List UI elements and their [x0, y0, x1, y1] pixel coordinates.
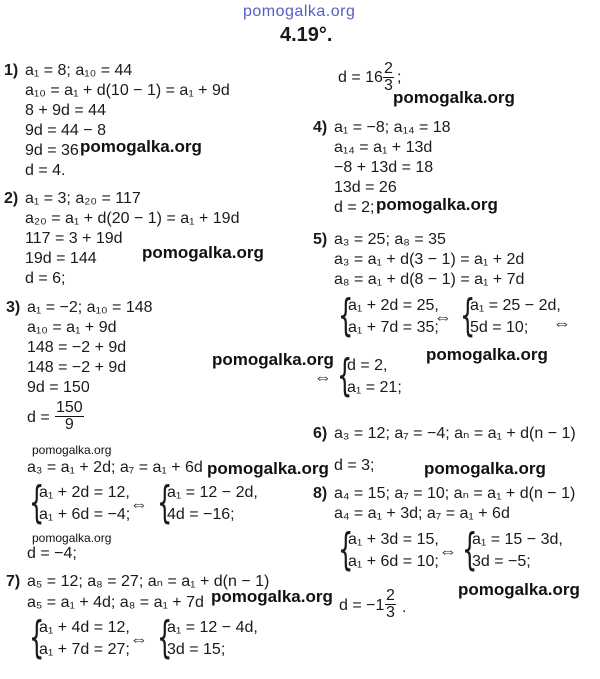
equation-line: −8 + 13d = 18	[334, 159, 434, 176]
problem-number: 6)	[313, 425, 328, 442]
given-line: a₃ = 12; a₇ = −4; aₙ = a₁ + d(n − 1)	[334, 425, 576, 442]
equation-line: 148 = −2 + 9d	[27, 339, 127, 356]
watermark-small: pomogalka.org	[32, 531, 112, 545]
equation-line: 148 = −2 + 9d	[27, 359, 127, 376]
watermark: pomogalka.org	[424, 459, 546, 478]
fraction-lhs: d =	[27, 409, 50, 426]
system-row: 3d = −5;	[472, 553, 531, 570]
formula-line: a₂₀ = a₁ + d(20 − 1) = a₁ + 19d	[25, 210, 240, 227]
fraction	[385, 588, 396, 621]
equivalence-arrow: ⇔	[130, 494, 148, 514]
formula-line: a₈ = a₁ + d(8 − 1) = a₁ + 7d	[334, 271, 525, 288]
answer-line: d = 4.	[25, 162, 66, 179]
formula-line: a₁₀ = a₁ + 9d	[27, 319, 117, 336]
system-row: 3d = 15;	[167, 641, 226, 658]
equation-line: 19d = 144	[25, 250, 97, 267]
answer-line: d = 3;	[334, 457, 375, 474]
system-row: a₁ = 15 − 3d,	[472, 531, 563, 548]
equation-line: 117 = 3 + 19d	[25, 230, 123, 247]
watermark: pomogalka.org	[142, 243, 264, 262]
fraction-lhs: d = 16	[338, 69, 383, 86]
fraction	[55, 400, 84, 433]
formula-line: a₅ = a₁ + 4d; a₈ = a₁ + 7d	[27, 594, 204, 611]
exercise-title: 4.19°.	[280, 24, 333, 46]
watermark: pomogalka.org	[212, 350, 334, 369]
watermark: pomogalka.org	[211, 587, 333, 606]
equation-line: 13d = 26	[334, 179, 397, 196]
given-line: a₁ = −2; a₁₀ = 148	[27, 299, 153, 316]
equivalence-arrow: ⇔	[439, 541, 457, 561]
equivalence-arrow: ⇔	[130, 629, 148, 649]
equation-line: 8 + 9d = 44	[25, 102, 106, 119]
watermark: pomogalka.org	[393, 88, 515, 107]
answer-line: d = 6;	[25, 270, 66, 287]
system-row: a₁ + 6d = 10;	[348, 553, 439, 570]
formula-line: a₁₀ = a₁ + d(10 − 1) = a₁ + 9d	[25, 82, 230, 99]
system-row: a₁ + 7d = 27;	[39, 641, 130, 658]
problem-number: 2)	[4, 190, 19, 207]
watermark: pomogalka.org	[376, 195, 498, 214]
system-row: a₁ = 12 − 4d,	[167, 619, 258, 636]
equivalence-arrow: ⇔	[434, 307, 452, 327]
fraction-denominator: 9	[64, 416, 74, 433]
given-line: a₅ = 12; a₈ = 27; aₙ = a₁ + d(n − 1)	[27, 573, 270, 590]
equivalence-arrow: ⇔	[553, 313, 571, 333]
formula-line: a₁₄ = a₁ + 13d	[334, 139, 433, 156]
equation-line: 9d = 150	[27, 379, 90, 396]
system-row: d = 2,	[347, 357, 388, 374]
problem-number: 5)	[313, 231, 328, 248]
watermark-small: pomogalka.org	[32, 443, 112, 457]
system-row: a₁ + 2d = 12,	[39, 484, 130, 501]
watermark: pomogalka.org	[426, 345, 548, 364]
watermark: pomogalka.org	[458, 580, 580, 599]
fraction-denominator: 3	[384, 77, 393, 94]
formula-line: a₄ = a₁ + 3d; a₇ = a₁ + 6d	[334, 505, 510, 522]
watermark-top: pomogalka.org	[243, 3, 356, 20]
problem-number: 3)	[6, 299, 21, 316]
fraction-numerator: 150	[56, 399, 83, 416]
system-row: 4d = −16;	[167, 506, 235, 523]
system-row: a₁ = 21;	[347, 379, 402, 396]
fraction-denominator: 3	[386, 604, 395, 621]
system-row: a₁ = 12 − 2d,	[167, 484, 258, 501]
given-line: a₃ = 25; a₈ = 35	[334, 231, 446, 248]
fraction-numerator: 2	[386, 587, 395, 604]
given-line: a₁ = 3; a₂₀ = 117	[25, 190, 141, 207]
system-row: a₁ + 7d = 35;	[348, 319, 439, 336]
equation-line: 9d = 36	[25, 142, 79, 159]
formula-line: a₃ = a₁ + 2d; a₇ = a₁ + 6d	[27, 459, 203, 476]
fraction-numerator: 2	[384, 60, 393, 77]
fraction-lhs: d = −1	[339, 597, 385, 614]
system-row: a₁ + 2d = 25,	[348, 297, 439, 314]
given-line: a₁ = 8; a₁₀ = 44	[25, 62, 133, 79]
equivalence-arrow: ⇔	[314, 367, 332, 387]
watermark: pomogalka.org	[80, 137, 202, 156]
answer-line: d = −4;	[27, 545, 77, 562]
problem-number: 7)	[6, 573, 21, 590]
problem-number: 8)	[313, 485, 328, 502]
system-row: a₁ + 3d = 15,	[348, 531, 439, 548]
equation-line: 9d = 44 − 8	[25, 122, 106, 139]
answer-line: d = 2;	[334, 199, 375, 216]
system-row: 5d = 10;	[470, 319, 529, 336]
given-line: a₄ = 15; a₇ = 10; aₙ = a₁ + d(n − 1)	[334, 485, 576, 502]
problem-number: 4)	[313, 119, 328, 136]
problem-number: 1)	[4, 62, 19, 79]
system-row: a₁ + 6d = −4;	[39, 506, 131, 523]
given-line: a₁ = −8; a₁₄ = 18	[334, 119, 451, 136]
watermark: pomogalka.org	[207, 459, 329, 478]
system-row: a₁ + 4d = 12,	[39, 619, 130, 636]
punctuation: .	[402, 599, 407, 616]
formula-line: a₃ = a₁ + d(3 − 1) = a₁ + 2d	[334, 251, 525, 268]
system-row: a₁ = 25 − 2d,	[470, 297, 561, 314]
punctuation: ;	[397, 69, 402, 86]
